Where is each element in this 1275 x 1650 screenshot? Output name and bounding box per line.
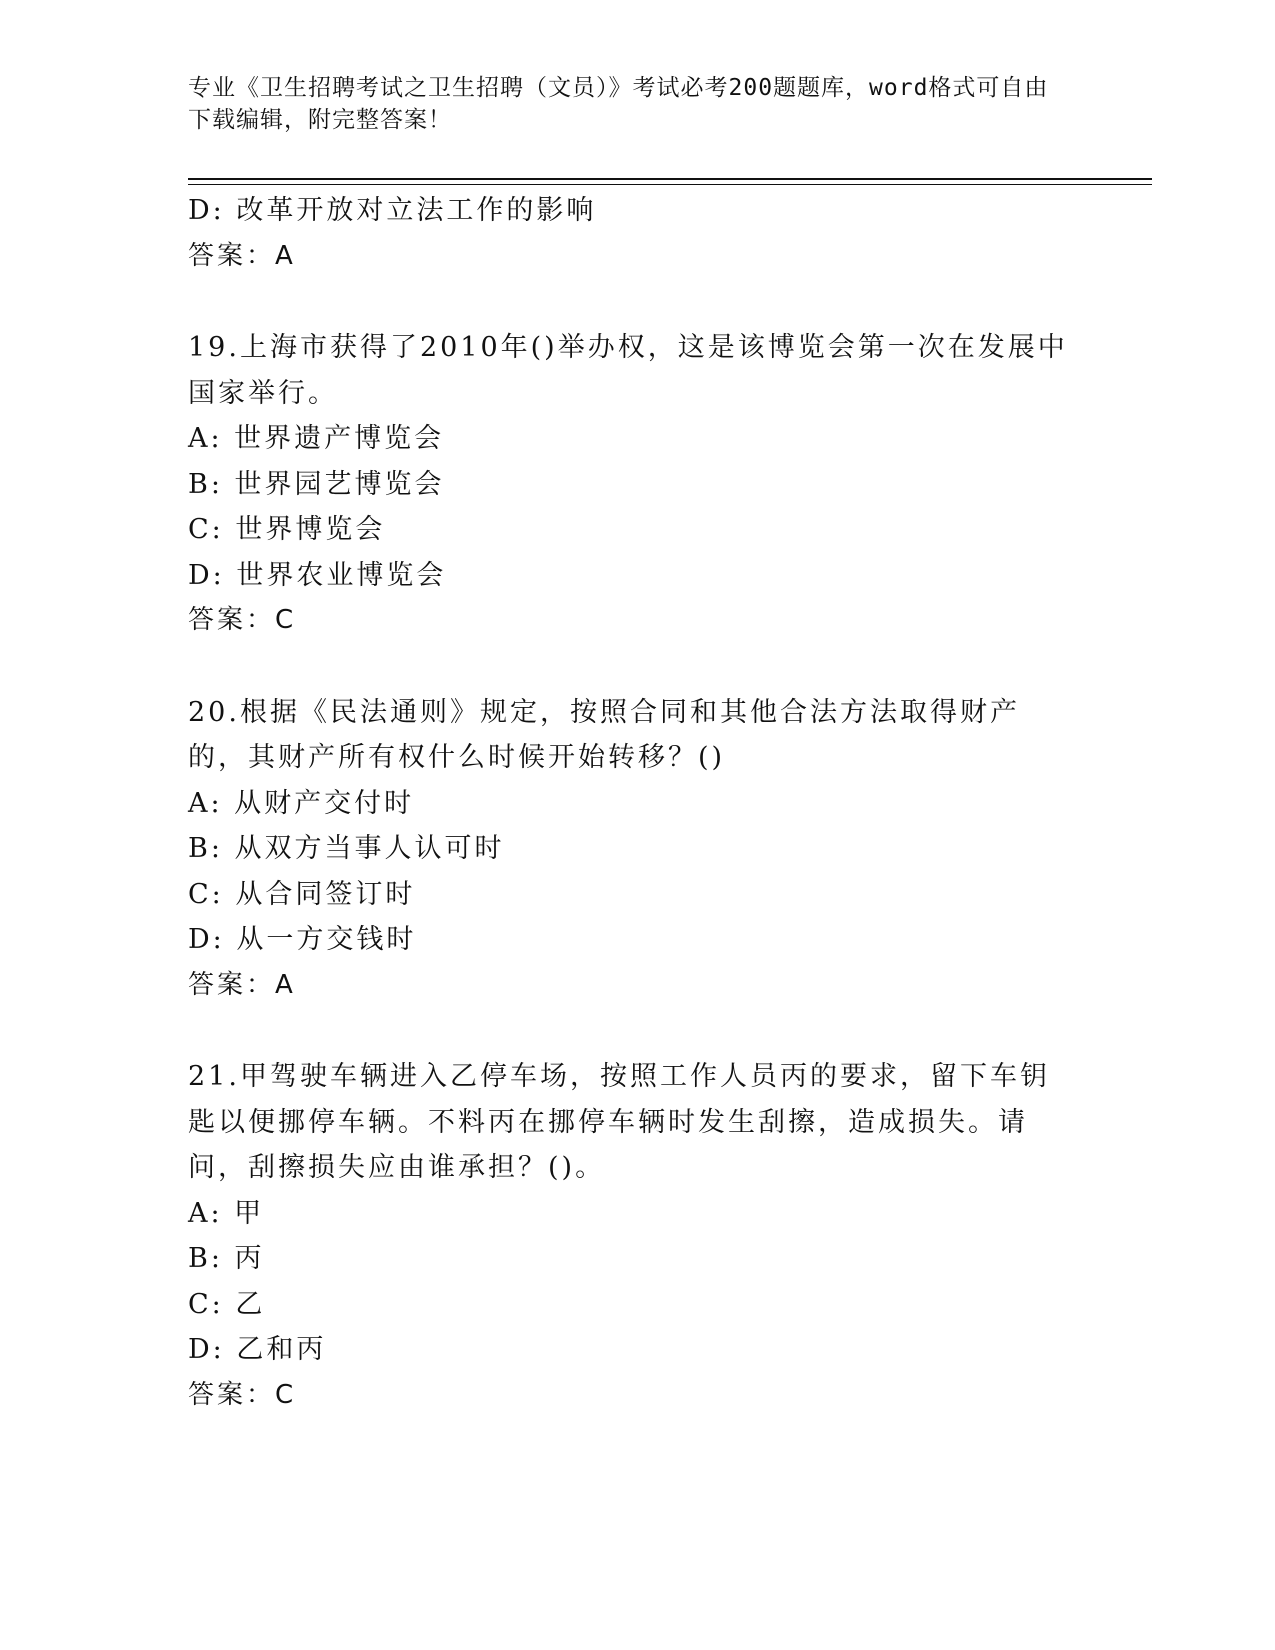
header-divider-thick — [188, 178, 1152, 180]
option-b: B: 从双方当事人认可时 — [188, 833, 505, 864]
option-d: D: 世界农业博览会 — [188, 559, 447, 591]
answer: 答案：A — [188, 240, 296, 271]
option-c: C: 从合同签订时 — [188, 878, 416, 910]
option-c: C: 世界博览会 — [188, 514, 386, 545]
document-header: 专业《卫生招聘考试之卫生招聘（文员）》考试必考200题题库，word格式可自由下载编辑，附完整答案！ — [188, 75, 1049, 133]
option-d: D: 改革开放对立法工作的影响 — [188, 195, 597, 226]
question-text: 20.根据《民法通则》规定，按照合同和其他合法方法取得财产的，其财产所有权什么时候开始转移？() — [188, 696, 1020, 773]
header-divider-thin — [188, 184, 1152, 185]
option-a: A: 甲 — [188, 1197, 265, 1229]
question-19 — [188, 325, 1078, 644]
question-content — [188, 188, 1078, 1418]
option-d: D: 乙和丙 — [188, 1334, 327, 1365]
option-a: A: 从财产交付时 — [188, 787, 415, 819]
question-20 — [188, 690, 1078, 1009]
option-b: B: 丙 — [188, 1243, 265, 1274]
option-b: B: 世界园艺博览会 — [188, 468, 445, 500]
answer: 答案：C — [188, 1379, 297, 1410]
answer: 答案：C — [188, 605, 297, 635]
question-text: 21.甲驾驶车辆进入乙停车场，按照工作人员丙的要求，留下车钥匙以便挪停车辆。不料丙在挪停车辆时发生刮擦，造成损失。请问，刮擦损失应由谁承担？()。 — [188, 1061, 1050, 1183]
option-a: A: 世界遗产博览会 — [188, 423, 445, 454]
question-21 — [188, 1054, 1078, 1418]
question-text: 19.上海市获得了2010年()举办权，这是该博览会第一次在发展中国家举行。 — [188, 332, 1068, 409]
option-c: C: 乙 — [188, 1288, 266, 1320]
option-d: D: 从一方交钱时 — [188, 924, 417, 955]
answer: 答案：A — [188, 969, 296, 1000]
